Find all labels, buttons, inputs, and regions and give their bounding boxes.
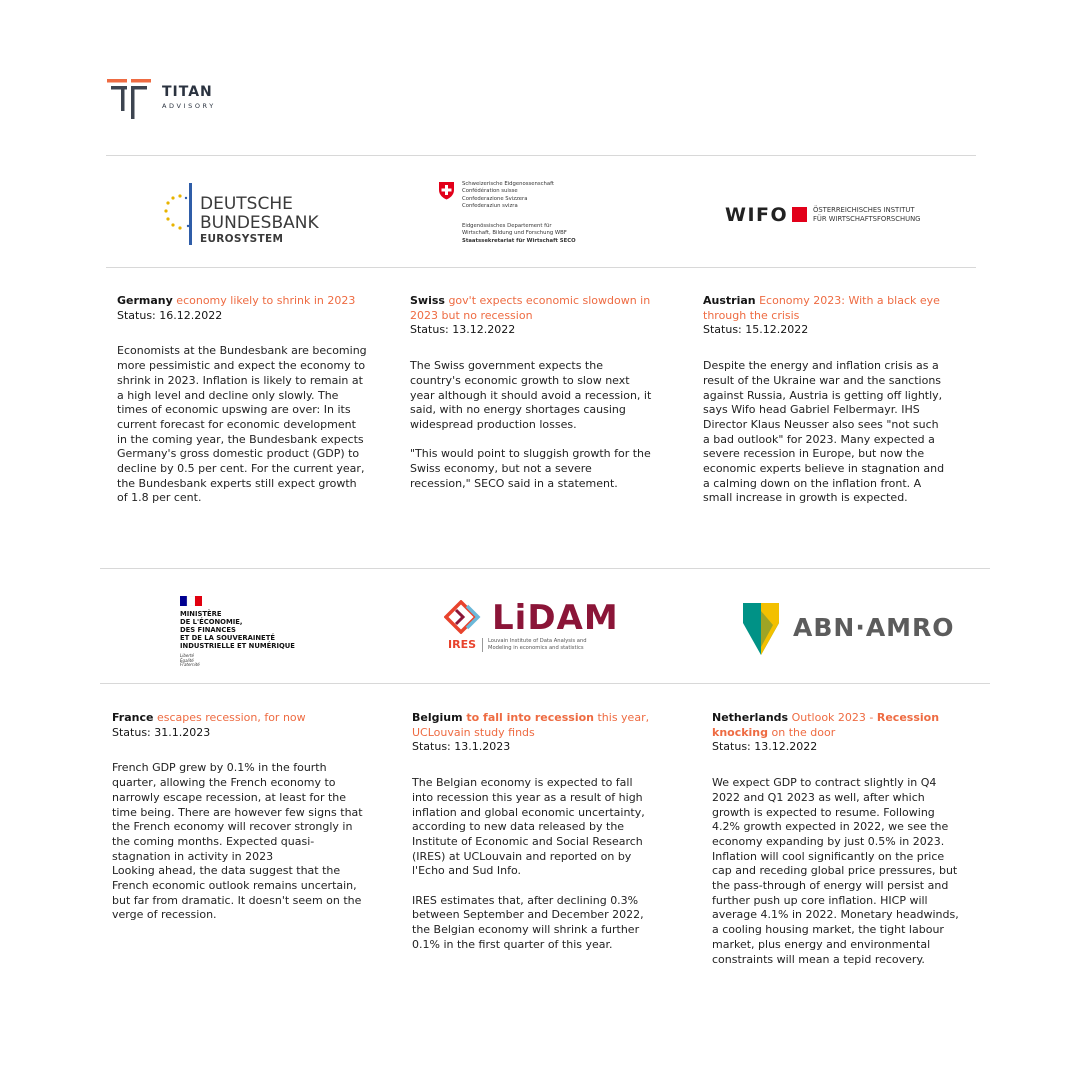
article-status: Status: 31.1.2023: [112, 725, 211, 739]
swiss-line-2: Confédération suisse: [462, 188, 518, 195]
abn-amro-logo: [743, 603, 955, 657]
article-country: Belgium: [412, 711, 463, 724]
article-headline-strong: to fall into recession: [462, 711, 594, 724]
article-status: Status: 15.12.2022: [703, 323, 809, 337]
swiss-dept-1: Eidgenössisches Departement für: [462, 223, 552, 229]
divider: [100, 568, 990, 569]
article-paragraph: We expect GDP to contract slightly in Q4 2022 and Q1 2023 as well, after which growth is expected to resume. Following 4.2% growth expected in 2022, we see the economy expanding by just 0.5% in 2023. Inflation will cool significantly on the price cap and receding global price pressures, but the pass-through of energy will persist and further push up core inflation. HICP will average 4.1% in 2022. Monetary headwinds, a cooling housing market, the tight labour market, plus energy and environmental constraints will mean a tepid recovery.: [712, 776, 959, 966]
ministere-devise-3: Fraternité: [180, 662, 200, 667]
lidam-ires-logo: [444, 598, 619, 658]
article-status: Status: 13.1.2023: [412, 740, 511, 754]
article-paragraph: IRES estimates that, after declining 0.3% between September and December 2022, the Belgian economy will shrink a further 0.1% in the first quarter of this year.: [412, 893, 644, 951]
article-netherlands: [712, 711, 960, 982]
article-country: Austrian: [703, 294, 756, 307]
wifo-square-icon: [792, 207, 807, 222]
bundesbank-bar: [189, 183, 192, 245]
abn-amro-name: ABN·AMRO: [793, 613, 955, 642]
wifo-logo: [725, 204, 935, 228]
article-status: Status: 16.12.2022: [117, 308, 223, 322]
article-austria: [703, 294, 948, 521]
article-country: Netherlands: [712, 711, 789, 724]
article-paragraph: The Belgian economy is expected to fall into recession this year as a result of high inflation and global economic uncertainty, according to new data released by the Institute of Economic and Social Research (IRES) at UCLouvain and reported on by l'Echo and Sud Info.: [412, 776, 645, 878]
divider: [106, 155, 976, 156]
lidam-separator: [482, 638, 483, 652]
ministere-devise-2: Égalité: [180, 657, 194, 663]
article-headline: gov't expects economic slowdown in 2023 but no recession: [410, 294, 651, 322]
article-paragraph: Looking ahead, the data suggest that the French economic outlook remains uncertain, but far from dramatic. It doesn't seem on the verge of recession.: [112, 864, 362, 922]
article-paragraph: Economists at the Bundesbank are becoming more pessimistic and expect the economy to shrink in 2023. Inflation is likely to remain at a high level and decline only slowly. The times of economic upswing are over: In its current forecast for economic development in the coming year, the Bundesbank expects Germany's gross domestic product (GDP) to decline by 0.5 per cent. For the current year, the Bundesbank experts still expect growth of 1.8 per cent.: [117, 344, 367, 505]
article-headline-tail: on the door: [768, 725, 836, 739]
lidam-diamond-icon: [444, 600, 482, 634]
ministere-devise-1: Liberté: [180, 653, 195, 658]
marianne-flag-icon: [180, 596, 202, 606]
swiss-shield-icon: [438, 181, 455, 200]
article-headline: Economy 2023: With a black eye through the crisis: [703, 294, 940, 322]
swiss-seco: Staatssekretariat für Wirtschaft SECO: [462, 237, 576, 244]
bundesbank-line1: DEUTSCHE: [200, 194, 293, 214]
article-germany: [117, 294, 367, 521]
article-status: Status: 13.12.2022: [410, 323, 516, 337]
wifo-inst-1: ÖSTERREICHISCHES INSTITUT: [813, 206, 915, 214]
lidam-ires: IRES: [448, 638, 476, 651]
wifo-inst-2: FÜR WIRTSCHAFTSFORSCHUNG: [813, 215, 921, 223]
ministere-economie-logo: [180, 596, 310, 667]
abn-amro-shield-icon: [743, 603, 781, 655]
swiss-dept-2: Wirtschaft, Bildung und Forschung WBF: [462, 230, 567, 237]
ministere-line-5: INDUSTRIELLE ET NUMÉRIQUE: [180, 642, 295, 650]
article-country: Swiss: [410, 294, 445, 307]
swiss-confederation-logo: [438, 181, 608, 247]
article-paragraph: Despite the energy and inflation crisis as a result of the Ukraine war and the sanctions against Russia, Austria is getting off lightly, says Wifo head Gabriel Felbermayr. IHS Director Klaus Neusser also sees "not such a bad outlook" for 2023. Many expected a severe recession in Europe, but now the economic experts believe in stagnation and a calming down on the inflation front. A small increase in growth is expected.: [703, 359, 945, 505]
divider: [100, 683, 990, 684]
article-headline: escapes recession, for now: [153, 711, 306, 724]
article-headline: Outlook 2023 -: [788, 711, 877, 724]
ministere-line-4: ET DE LA SOUVERAINETÉ: [180, 634, 275, 642]
divider: [106, 267, 976, 268]
article-swiss: [410, 294, 653, 506]
ministere-line-2: DE L'ÉCONOMIE,: [180, 618, 243, 626]
article-status: Status: 13.12.2022: [712, 740, 818, 754]
bundesbank-line2: BUNDESBANK: [200, 213, 319, 233]
wifo-name: WIFO: [725, 204, 789, 226]
lidam-sub-2: Modeling in economics and statistics: [488, 645, 584, 651]
article-paragraph: French GDP grew by 0.1% in the fourth quarter, allowing the French economy to narrowly escape recession, at least for the time being. There are however few signs that the French economy will recover strongly in the coming months. Expected quasi-stagnation in activity in 2023: [112, 761, 363, 863]
titan-advisory-logo: [107, 78, 247, 122]
article-headline: this year, UCLouvain study finds: [412, 711, 650, 739]
ministere-line-3: DES FINANCES: [180, 626, 236, 634]
ministere-line-1: MINISTÈRE: [180, 610, 222, 618]
brand-subtitle: ADVISORY: [162, 102, 216, 110]
swiss-line-3: Confederazione Svizzera: [462, 195, 528, 202]
article-france: [112, 711, 366, 938]
lidam-name: LiDAM: [492, 598, 619, 638]
swiss-line-1: Schweizerische Eidgenossenschaft: [462, 181, 555, 187]
bundesbank-eurosystem: EUROSYSTEM: [200, 233, 284, 245]
article-headline-strong: Recession knocking: [712, 711, 940, 739]
titan-logo-icon: [107, 78, 153, 120]
swiss-line-4: Confederaziun svizra: [462, 203, 518, 210]
bundesbank-logo: [160, 183, 335, 247]
article-country: Germany: [117, 294, 173, 307]
brand-name: TITAN: [162, 84, 213, 100]
article-paragraph: The Swiss government expects the country's economic growth to slow next year although it should avoid a recession, it said, with no energy shortages causing widespread production losses.: [410, 359, 652, 431]
lidam-sub-1: Louvain Institute of Data Analysis and: [488, 638, 587, 644]
article-belgium: [412, 711, 654, 967]
article-headline: economy likely to shrink in 2023: [172, 294, 356, 307]
article-paragraph: "This would point to sluggish growth for the Swiss economy, but not a severe recession," SECO said in a statement.: [410, 447, 651, 490]
article-country: France: [112, 711, 154, 724]
